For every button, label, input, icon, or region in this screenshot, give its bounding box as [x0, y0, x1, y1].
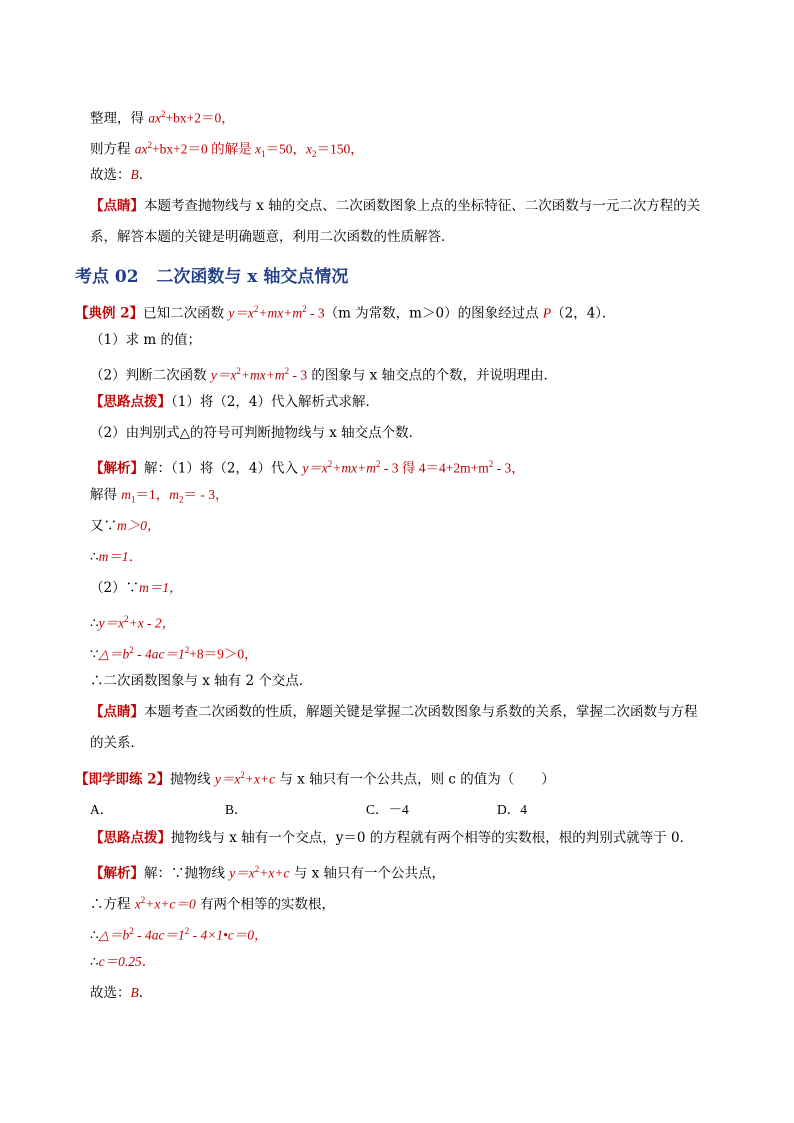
math: m — [121, 487, 132, 502]
text: 则方程 — [90, 141, 135, 158]
math: ＝ - 3， — [183, 487, 229, 502]
example-tag: 【典例 2】 — [75, 305, 144, 322]
math: y＝x — [214, 771, 241, 787]
hint-tag: 【思路点拨】 — [90, 830, 171, 846]
math: +mx+m — [332, 460, 377, 476]
comment-line-1 — [90, 197, 700, 215]
comment2-line-1 — [90, 703, 698, 721]
math: - 3 — [306, 305, 325, 321]
math: ＝50， — [265, 141, 307, 157]
math: △＝b — [98, 646, 130, 662]
math: ＝150， — [316, 141, 364, 157]
math: +bx+2＝0， — [165, 110, 235, 126]
math: y＝x — [210, 367, 237, 383]
line-answer — [90, 166, 152, 184]
text: （2）由判别式△的符号可判断抛物线与 x 轴交点个数． — [90, 425, 423, 441]
section-title: 二次函数与 x 轴交点情况 — [156, 267, 349, 287]
math: +x+c — [244, 771, 276, 787]
hint-line-2 — [90, 424, 422, 442]
text: （m 为常数，m＞0）的图象经过点 — [324, 305, 543, 322]
option-b: B． — [225, 802, 248, 817]
practice-discriminant — [90, 922, 268, 945]
hint-line-1 — [90, 393, 379, 411]
math: - 3 — [380, 460, 399, 476]
math: - 3， — [493, 460, 525, 476]
solution-discriminant — [90, 641, 258, 664]
text: （2，4）． — [551, 305, 616, 322]
example-question — [75, 300, 616, 323]
text: 故选： — [90, 985, 131, 1001]
text: 的图象与 x 轴交点的个数，并说明理由． — [307, 367, 558, 384]
sup: 2 — [184, 645, 190, 655]
option-a: A． — [90, 802, 114, 817]
text: ∴ — [90, 927, 99, 944]
sup: 2 — [253, 304, 259, 314]
section-label: 考点 02 — [75, 267, 139, 287]
sup: 2 — [327, 459, 333, 469]
math: ＝1， — [135, 487, 170, 502]
math: +mx+m — [258, 305, 303, 321]
math: x — [134, 896, 141, 912]
text: （2）∵ — [90, 580, 140, 596]
math: x — [306, 141, 313, 157]
text: 本题考查抛物线与 x 轴的交点、二次函数图象上点的坐标特征、二次函数与一元二次方程的关 — [144, 198, 701, 214]
comment-line-2 — [90, 228, 455, 246]
sub: 1 — [261, 149, 266, 160]
math: +8＝9＞0， — [189, 646, 258, 662]
answer: B — [130, 167, 139, 182]
text: （1）求 m 的值； — [90, 332, 201, 348]
math: - 4ac＝1 — [133, 927, 185, 943]
text: （2）判断二次函数 — [90, 367, 211, 384]
text: 的关系． — [90, 735, 144, 751]
text: 本题考查二次函数的性质，解题关键是掌握二次函数图象与系数的关系，掌握二次函数与方程 — [144, 704, 698, 720]
math: y＝x — [302, 460, 328, 476]
text: 与 x 轴只有一个公共点， — [289, 865, 445, 882]
text: 抛物线 — [170, 771, 215, 788]
sup: 2 — [129, 645, 134, 655]
solution-function — [90, 610, 175, 633]
solution-line — [90, 455, 525, 478]
subquestion-2 — [90, 362, 557, 385]
math: 得 4＝4+2m+m — [398, 460, 489, 476]
practice-solution — [90, 860, 445, 883]
text: 解：（1）将（2，4）代入 — [144, 460, 303, 477]
math: ax — [134, 141, 148, 157]
sup: 2 — [254, 864, 260, 874]
math: m＝1． — [98, 549, 143, 564]
solution-tag: 【解析】 — [90, 460, 144, 477]
math: △＝b — [98, 927, 130, 943]
text: ． — [138, 167, 153, 183]
comment-tag: 【点睛】 — [90, 198, 144, 214]
text: 已知二次函数 — [143, 305, 229, 322]
sup: 2 — [184, 926, 190, 936]
sup: 2 — [161, 109, 166, 119]
sup: 2 — [488, 459, 494, 469]
math: +bx+2＝0 的解是 — [152, 141, 256, 157]
math: y＝x — [229, 865, 255, 881]
text: 解：∵抛物线 — [144, 865, 230, 882]
practice-hint — [90, 829, 693, 847]
option-c: C．－4 — [366, 802, 409, 817]
line-simplify — [90, 105, 235, 128]
math: c＝0.25． — [98, 954, 156, 969]
sup: 2 — [147, 140, 153, 150]
text: 与 x 轴只有一个公共点，则 c 的值为（ ） — [275, 771, 555, 788]
sup: 2 — [240, 770, 245, 780]
math: m＝1， — [139, 580, 183, 595]
sup: 2 — [376, 459, 381, 469]
math: y＝x — [228, 305, 254, 321]
sup: 2 — [124, 614, 129, 624]
practice-tag: 【即学即练 2】 — [75, 771, 171, 788]
sup: 2 — [302, 304, 307, 314]
text: 整理，得 — [90, 110, 149, 127]
text: ∴ — [90, 615, 99, 632]
math: y＝x — [98, 615, 125, 631]
math: m＞0， — [117, 518, 161, 533]
practice-c-value — [90, 953, 155, 971]
sup: 2 — [129, 926, 134, 936]
solution-conclusion — [90, 672, 312, 690]
math: +x+c — [259, 865, 290, 881]
math: - 4ac＝1 — [133, 646, 185, 662]
sup: 2 — [236, 366, 241, 376]
math: m — [169, 487, 180, 502]
sub: 2 — [179, 494, 184, 505]
text: ∴方程 — [90, 896, 135, 913]
text: ∵ — [90, 646, 99, 663]
math: ax — [148, 110, 162, 126]
math: +mx+m — [240, 367, 285, 383]
text: 抛物线与 x 轴有一个交点，y＝0 的方程就有两个相等的实数根，根的判别式就等于 0． — [171, 830, 694, 846]
hint-tag: 【思路点拨】 — [90, 394, 171, 410]
text: ∴ — [90, 954, 99, 970]
math: - 4×1•c＝0， — [189, 927, 268, 943]
solution-m-value — [90, 548, 142, 566]
subquestion-1 — [90, 331, 201, 349]
text: 有两个相等的实数根， — [195, 896, 336, 913]
sup: 2 — [140, 895, 146, 905]
solution-roots — [90, 486, 229, 509]
sup: 2 — [284, 366, 290, 376]
line-solution-roots — [90, 136, 364, 163]
text: 故选： — [90, 167, 131, 183]
practice-answer — [90, 984, 152, 1002]
math: - 3 — [289, 367, 308, 383]
text: （1）将（2，4）代入解析式求解． — [171, 394, 380, 410]
solution-condition — [90, 517, 161, 535]
sub: 1 — [131, 494, 136, 505]
comment2-line-2 — [90, 734, 144, 752]
answer: B — [130, 985, 139, 1000]
section-heading — [75, 262, 348, 287]
text: ∴ — [90, 549, 99, 565]
text: 又∵ — [90, 518, 117, 534]
math: +x - 2， — [128, 615, 176, 631]
math: P — [542, 305, 552, 321]
math: +x+c＝0 — [145, 896, 196, 912]
sub: 2 — [312, 149, 317, 160]
practice-question — [75, 766, 555, 789]
option-d: D．4 — [497, 802, 527, 817]
text: ∴二次函数图象与 x 轴有 2 个交点． — [90, 673, 313, 689]
practice-equation — [90, 891, 335, 914]
comment-tag: 【点睛】 — [90, 704, 144, 720]
solution-tag: 【解析】 — [90, 865, 144, 882]
text: 系，解答本题的关键是明确题意，利用二次函数的性质解答． — [90, 229, 455, 245]
solution-part2 — [90, 579, 183, 597]
text: 解得 — [90, 487, 122, 503]
text: ． — [138, 985, 153, 1001]
math: x — [255, 141, 262, 157]
